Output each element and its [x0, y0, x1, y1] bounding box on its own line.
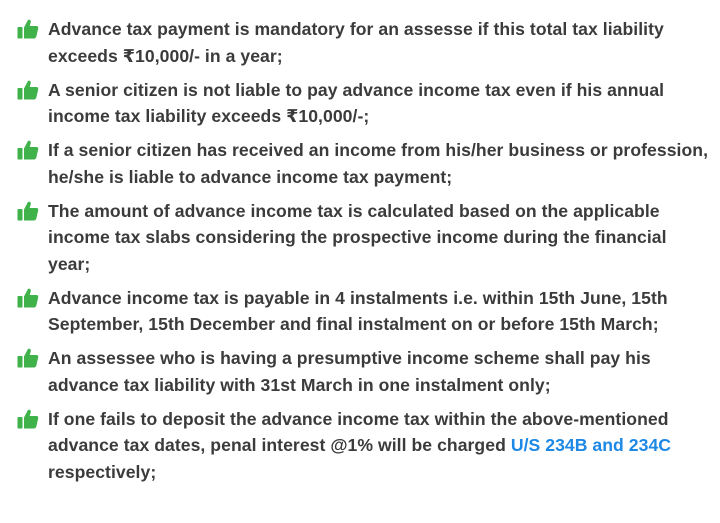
section-234b-234c-link[interactable]: U/S 234B and 234C — [510, 435, 672, 455]
list-item-text: Advance tax payment is mandatory for an assesse if this total tax liability exceeds ₹10,000/- in a year; — [48, 19, 664, 66]
list-item-text: An assessee who is having a presumptive income scheme shall pay his advance tax liability with 31st March in one instalment only; — [48, 348, 651, 395]
thumbs-up-icon — [17, 80, 39, 100]
list-item-text: If a senior citizen has received an income from his/her business or profession, he/she is liable to advance income tax payment; — [48, 140, 709, 187]
list-item-text: The amount of advance income tax is calculated based on the applicable income tax slabs considering the prospective income during the financial year; — [48, 200, 667, 274]
thumbs-up-icon — [17, 19, 39, 39]
list-item — [17, 137, 712, 190]
list-item-text-suffix: respectively; — [48, 461, 157, 482]
list-item — [17, 406, 712, 486]
thumbs-up-icon — [17, 140, 39, 160]
list-item-text: A senior citizen is not liable to pay advance income tax even if his annual income tax liability exceeds ₹10,000/-; — [48, 79, 665, 126]
list-item — [17, 16, 712, 69]
list-item — [17, 345, 712, 398]
list-item-text — [48, 406, 712, 486]
list-item — [17, 285, 712, 338]
thumbs-up-icon — [17, 348, 39, 368]
thumbs-up-icon — [17, 201, 39, 221]
list-item — [17, 77, 712, 130]
thumbs-up-icon — [17, 409, 39, 429]
list-item-text: Advance income tax is payable in 4 instalments i.e. within 15th June, 15th September, 15th December and final instalment on or before 15th March; — [48, 287, 668, 334]
list-item-text-lead: If one fails to deposit the advance income tax within the above-mentioned advance tax dates, penal interest @1% will be charged — [48, 408, 669, 455]
list-item — [17, 198, 712, 278]
thumbs-up-icon — [17, 288, 39, 308]
